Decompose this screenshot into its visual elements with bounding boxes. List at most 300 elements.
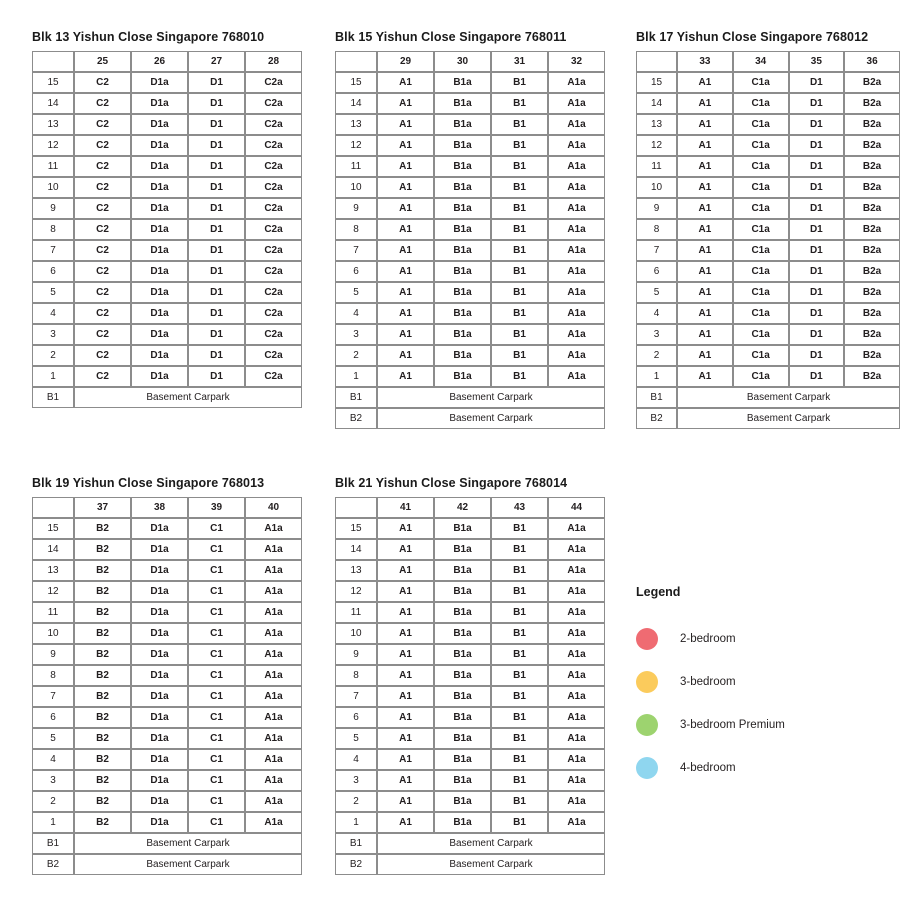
unit-cell[interactable]: B1 xyxy=(491,366,548,387)
unit-cell[interactable]: B2 xyxy=(74,560,131,581)
unit-cell[interactable]: D1a xyxy=(131,324,188,345)
unit-cell[interactable]: A1 xyxy=(377,366,434,387)
unit-cell[interactable]: A1a xyxy=(548,240,605,261)
unit-cell[interactable]: A1 xyxy=(377,114,434,135)
unit-cell[interactable]: A1 xyxy=(377,623,434,644)
unit-cell[interactable]: A1a xyxy=(548,114,605,135)
unit-cell[interactable]: D1 xyxy=(188,261,245,282)
unit-cell[interactable]: A1a xyxy=(548,665,605,686)
unit-cell[interactable]: C1 xyxy=(188,602,245,623)
unit-cell[interactable]: A1 xyxy=(377,345,434,366)
unit-cell[interactable]: D1a xyxy=(131,366,188,387)
unit-cell[interactable]: C2 xyxy=(74,177,131,198)
unit-cell[interactable]: B2a xyxy=(844,114,900,135)
unit-cell[interactable]: B1 xyxy=(491,156,548,177)
unit-cell[interactable]: A1a xyxy=(548,303,605,324)
unit-cell[interactable]: C1a xyxy=(733,303,789,324)
unit-cell[interactable]: C2a xyxy=(245,219,302,240)
unit-cell[interactable]: C2 xyxy=(74,324,131,345)
unit-cell[interactable]: A1a xyxy=(548,261,605,282)
unit-cell[interactable]: B1 xyxy=(491,72,548,93)
unit-cell[interactable]: D1 xyxy=(188,240,245,261)
unit-cell[interactable]: B1a xyxy=(434,219,491,240)
unit-cell[interactable]: C1 xyxy=(188,560,245,581)
unit-cell[interactable]: B1a xyxy=(434,770,491,791)
unit-cell[interactable]: C1 xyxy=(188,644,245,665)
unit-cell[interactable]: C1 xyxy=(188,665,245,686)
unit-cell[interactable]: C2a xyxy=(245,261,302,282)
unit-cell[interactable]: B2 xyxy=(74,644,131,665)
unit-cell[interactable]: B1a xyxy=(434,518,491,539)
unit-cell[interactable]: D1a xyxy=(131,156,188,177)
unit-cell[interactable]: A1a xyxy=(548,560,605,581)
unit-cell[interactable]: C1a xyxy=(733,345,789,366)
unit-cell[interactable]: A1 xyxy=(377,560,434,581)
unit-cell[interactable]: B1 xyxy=(491,518,548,539)
unit-cell[interactable]: B2a xyxy=(844,366,900,387)
unit-cell[interactable]: B1 xyxy=(491,282,548,303)
unit-cell[interactable]: A1 xyxy=(377,602,434,623)
unit-cell[interactable]: C1a xyxy=(733,156,789,177)
unit-cell[interactable]: B1 xyxy=(491,707,548,728)
unit-cell[interactable]: B1 xyxy=(491,114,548,135)
unit-cell[interactable]: A1 xyxy=(677,366,733,387)
unit-cell[interactable]: B2a xyxy=(844,219,900,240)
unit-cell[interactable]: B1 xyxy=(491,261,548,282)
unit-cell[interactable]: A1a xyxy=(548,749,605,770)
unit-cell[interactable]: A1a xyxy=(548,219,605,240)
unit-cell[interactable]: A1 xyxy=(677,345,733,366)
unit-cell[interactable]: B1a xyxy=(434,812,491,833)
unit-cell[interactable]: B1 xyxy=(491,791,548,812)
unit-cell[interactable]: B1a xyxy=(434,581,491,602)
unit-cell[interactable]: A1a xyxy=(548,518,605,539)
unit-cell[interactable]: B1a xyxy=(434,602,491,623)
unit-cell[interactable]: B1 xyxy=(491,93,548,114)
unit-cell[interactable]: C1a xyxy=(733,177,789,198)
unit-cell[interactable]: C1a xyxy=(733,72,789,93)
unit-cell[interactable]: B1 xyxy=(491,812,548,833)
unit-cell[interactable]: B1a xyxy=(434,623,491,644)
unit-cell[interactable]: C2a xyxy=(245,93,302,114)
unit-cell[interactable]: A1 xyxy=(377,791,434,812)
unit-cell[interactable]: D1a xyxy=(131,345,188,366)
unit-cell[interactable]: D1 xyxy=(789,324,845,345)
unit-cell[interactable]: D1a xyxy=(131,219,188,240)
unit-cell[interactable]: C2a xyxy=(245,114,302,135)
unit-cell[interactable]: B1 xyxy=(491,303,548,324)
unit-cell[interactable]: A1 xyxy=(377,518,434,539)
unit-cell[interactable]: B2 xyxy=(74,623,131,644)
unit-cell[interactable]: D1 xyxy=(789,219,845,240)
unit-cell[interactable]: B2 xyxy=(74,518,131,539)
unit-cell[interactable]: B1a xyxy=(434,539,491,560)
unit-cell[interactable]: A1a xyxy=(245,791,302,812)
unit-cell[interactable]: D1a xyxy=(131,93,188,114)
unit-cell[interactable]: A1a xyxy=(548,282,605,303)
unit-cell[interactable]: A1a xyxy=(548,728,605,749)
unit-cell[interactable]: D1 xyxy=(188,219,245,240)
unit-cell[interactable]: D1a xyxy=(131,665,188,686)
unit-cell[interactable]: D1a xyxy=(131,623,188,644)
unit-cell[interactable]: C2 xyxy=(74,135,131,156)
unit-cell[interactable]: A1 xyxy=(377,665,434,686)
unit-cell[interactable]: D1 xyxy=(789,282,845,303)
unit-cell[interactable]: D1 xyxy=(789,366,845,387)
unit-cell[interactable]: B2 xyxy=(74,812,131,833)
unit-cell[interactable]: B2 xyxy=(74,686,131,707)
unit-cell[interactable]: D1a xyxy=(131,749,188,770)
unit-cell[interactable]: B1a xyxy=(434,72,491,93)
unit-cell[interactable]: B1a xyxy=(434,728,491,749)
unit-cell[interactable]: A1 xyxy=(677,198,733,219)
unit-cell[interactable]: A1a xyxy=(245,749,302,770)
unit-cell[interactable]: A1 xyxy=(377,770,434,791)
unit-cell[interactable]: D1 xyxy=(188,114,245,135)
unit-cell[interactable]: D1a xyxy=(131,581,188,602)
unit-cell[interactable]: A1a xyxy=(548,345,605,366)
unit-cell[interactable]: D1 xyxy=(188,303,245,324)
unit-cell[interactable]: B1 xyxy=(491,644,548,665)
unit-cell[interactable]: C2a xyxy=(245,177,302,198)
unit-cell[interactable]: B2 xyxy=(74,791,131,812)
unit-cell[interactable]: B1 xyxy=(491,749,548,770)
unit-cell[interactable]: A1 xyxy=(377,539,434,560)
unit-cell[interactable]: C2a xyxy=(245,366,302,387)
unit-cell[interactable]: D1 xyxy=(188,366,245,387)
unit-cell[interactable]: C2a xyxy=(245,324,302,345)
unit-cell[interactable]: A1 xyxy=(377,303,434,324)
unit-cell[interactable]: A1a xyxy=(245,686,302,707)
unit-cell[interactable]: B2 xyxy=(74,728,131,749)
unit-cell[interactable]: D1a xyxy=(131,282,188,303)
unit-cell[interactable]: D1 xyxy=(789,93,845,114)
unit-cell[interactable]: B1 xyxy=(491,198,548,219)
unit-cell[interactable]: C2a xyxy=(245,240,302,261)
unit-cell[interactable]: B1 xyxy=(491,324,548,345)
unit-cell[interactable]: A1 xyxy=(677,261,733,282)
unit-cell[interactable]: D1a xyxy=(131,177,188,198)
unit-cell[interactable]: A1 xyxy=(377,219,434,240)
unit-cell[interactable]: D1 xyxy=(188,345,245,366)
unit-cell[interactable]: D1 xyxy=(789,261,845,282)
unit-cell[interactable]: B1a xyxy=(434,686,491,707)
unit-cell[interactable]: B2 xyxy=(74,665,131,686)
unit-cell[interactable]: D1 xyxy=(188,72,245,93)
unit-cell[interactable]: D1 xyxy=(789,240,845,261)
unit-cell[interactable]: A1 xyxy=(377,156,434,177)
unit-cell[interactable]: B2 xyxy=(74,749,131,770)
unit-cell[interactable]: A1 xyxy=(377,581,434,602)
unit-cell[interactable]: C1a xyxy=(733,240,789,261)
unit-cell[interactable]: B2a xyxy=(844,261,900,282)
unit-cell[interactable]: B1 xyxy=(491,623,548,644)
unit-cell[interactable]: B2 xyxy=(74,602,131,623)
unit-cell[interactable]: C1 xyxy=(188,518,245,539)
unit-cell[interactable]: B1a xyxy=(434,303,491,324)
unit-cell[interactable]: A1a xyxy=(548,623,605,644)
unit-cell[interactable]: A1a xyxy=(548,707,605,728)
unit-cell[interactable]: D1a xyxy=(131,560,188,581)
unit-cell[interactable]: A1 xyxy=(377,261,434,282)
unit-cell[interactable]: D1a xyxy=(131,518,188,539)
unit-cell[interactable]: A1 xyxy=(377,198,434,219)
unit-cell[interactable]: A1a xyxy=(548,198,605,219)
unit-cell[interactable]: B2a xyxy=(844,72,900,93)
unit-cell[interactable]: A1 xyxy=(677,72,733,93)
unit-cell[interactable]: B1 xyxy=(491,240,548,261)
unit-cell[interactable]: A1 xyxy=(377,644,434,665)
unit-cell[interactable]: D1a xyxy=(131,707,188,728)
unit-cell[interactable]: C2 xyxy=(74,345,131,366)
unit-cell[interactable]: A1a xyxy=(245,665,302,686)
unit-cell[interactable]: A1 xyxy=(377,707,434,728)
unit-cell[interactable]: A1 xyxy=(377,749,434,770)
unit-cell[interactable]: C2a xyxy=(245,198,302,219)
unit-cell[interactable]: B1 xyxy=(491,219,548,240)
unit-cell[interactable]: A1 xyxy=(377,72,434,93)
unit-cell[interactable]: C1 xyxy=(188,686,245,707)
unit-cell[interactable]: A1a xyxy=(548,366,605,387)
unit-cell[interactable]: B2 xyxy=(74,707,131,728)
unit-cell[interactable]: C2 xyxy=(74,93,131,114)
unit-cell[interactable]: C1a xyxy=(733,282,789,303)
unit-cell[interactable]: A1 xyxy=(377,177,434,198)
unit-cell[interactable]: D1 xyxy=(789,345,845,366)
unit-cell[interactable]: C2a xyxy=(245,303,302,324)
unit-cell[interactable]: A1a xyxy=(245,518,302,539)
unit-cell[interactable]: B2a xyxy=(844,303,900,324)
unit-cell[interactable]: C1 xyxy=(188,812,245,833)
unit-cell[interactable]: A1a xyxy=(548,135,605,156)
unit-cell[interactable]: D1a xyxy=(131,261,188,282)
unit-cell[interactable]: A1a xyxy=(245,812,302,833)
unit-cell[interactable]: D1a xyxy=(131,812,188,833)
unit-cell[interactable]: A1 xyxy=(677,135,733,156)
unit-cell[interactable]: C2 xyxy=(74,240,131,261)
unit-cell[interactable]: C2a xyxy=(245,345,302,366)
unit-cell[interactable]: A1a xyxy=(548,72,605,93)
unit-cell[interactable]: D1a xyxy=(131,644,188,665)
unit-cell[interactable]: B1 xyxy=(491,665,548,686)
unit-cell[interactable]: B1a xyxy=(434,261,491,282)
unit-cell[interactable]: B2a xyxy=(844,240,900,261)
unit-cell[interactable]: C1 xyxy=(188,539,245,560)
unit-cell[interactable]: A1 xyxy=(677,240,733,261)
unit-cell[interactable]: C2 xyxy=(74,198,131,219)
unit-cell[interactable]: C2 xyxy=(74,219,131,240)
unit-cell[interactable]: C1a xyxy=(733,219,789,240)
unit-cell[interactable]: C2 xyxy=(74,72,131,93)
unit-cell[interactable]: C1a xyxy=(733,114,789,135)
unit-cell[interactable]: D1a xyxy=(131,791,188,812)
unit-cell[interactable]: C1a xyxy=(733,135,789,156)
unit-cell[interactable]: A1 xyxy=(377,240,434,261)
unit-cell[interactable]: B2a xyxy=(844,156,900,177)
unit-cell[interactable]: B1 xyxy=(491,602,548,623)
unit-cell[interactable]: A1 xyxy=(377,324,434,345)
unit-cell[interactable]: C1 xyxy=(188,623,245,644)
unit-cell[interactable]: B1a xyxy=(434,93,491,114)
unit-cell[interactable]: C1 xyxy=(188,581,245,602)
unit-cell[interactable]: A1a xyxy=(245,602,302,623)
unit-cell[interactable]: B1a xyxy=(434,644,491,665)
unit-cell[interactable]: A1a xyxy=(245,770,302,791)
unit-cell[interactable]: D1 xyxy=(188,156,245,177)
unit-cell[interactable]: D1a xyxy=(131,728,188,749)
unit-cell[interactable]: C1 xyxy=(188,770,245,791)
unit-cell[interactable]: D1a xyxy=(131,770,188,791)
unit-cell[interactable]: D1 xyxy=(188,282,245,303)
unit-cell[interactable]: A1 xyxy=(677,114,733,135)
unit-cell[interactable]: D1 xyxy=(188,135,245,156)
unit-cell[interactable]: A1 xyxy=(677,219,733,240)
unit-cell[interactable]: B1a xyxy=(434,560,491,581)
unit-cell[interactable]: A1a xyxy=(245,581,302,602)
unit-cell[interactable]: D1a xyxy=(131,135,188,156)
unit-cell[interactable]: C1a xyxy=(733,324,789,345)
unit-cell[interactable]: B2a xyxy=(844,93,900,114)
unit-cell[interactable]: B1a xyxy=(434,282,491,303)
unit-cell[interactable]: A1a xyxy=(548,93,605,114)
unit-cell[interactable]: B2a xyxy=(844,345,900,366)
unit-cell[interactable]: C2a xyxy=(245,156,302,177)
unit-cell[interactable]: A1a xyxy=(245,707,302,728)
unit-cell[interactable]: C1 xyxy=(188,749,245,770)
unit-cell[interactable]: A1a xyxy=(548,539,605,560)
unit-cell[interactable]: B1a xyxy=(434,324,491,345)
unit-cell[interactable]: B1a xyxy=(434,791,491,812)
unit-cell[interactable]: D1 xyxy=(188,198,245,219)
unit-cell[interactable]: C1a xyxy=(733,198,789,219)
unit-cell[interactable]: C1a xyxy=(733,366,789,387)
unit-cell[interactable]: B1a xyxy=(434,345,491,366)
unit-cell[interactable]: A1a xyxy=(548,602,605,623)
unit-cell[interactable]: D1a xyxy=(131,686,188,707)
unit-cell[interactable]: A1a xyxy=(548,644,605,665)
unit-cell[interactable]: A1a xyxy=(548,324,605,345)
unit-cell[interactable]: A1a xyxy=(245,728,302,749)
unit-cell[interactable]: A1 xyxy=(677,282,733,303)
unit-cell[interactable]: B1a xyxy=(434,366,491,387)
unit-cell[interactable]: D1 xyxy=(789,135,845,156)
unit-cell[interactable]: B1a xyxy=(434,198,491,219)
unit-cell[interactable]: A1a xyxy=(548,770,605,791)
unit-cell[interactable]: A1a xyxy=(548,177,605,198)
unit-cell[interactable]: C1 xyxy=(188,791,245,812)
unit-cell[interactable]: A1a xyxy=(548,686,605,707)
unit-cell[interactable]: B2a xyxy=(844,135,900,156)
unit-cell[interactable]: D1 xyxy=(188,177,245,198)
unit-cell[interactable]: C1 xyxy=(188,728,245,749)
unit-cell[interactable]: A1 xyxy=(377,282,434,303)
unit-cell[interactable]: D1a xyxy=(131,240,188,261)
unit-cell[interactable]: B1a xyxy=(434,749,491,770)
unit-cell[interactable]: A1a xyxy=(245,539,302,560)
unit-cell[interactable]: C2 xyxy=(74,282,131,303)
unit-cell[interactable]: D1 xyxy=(789,303,845,324)
unit-cell[interactable]: C2 xyxy=(74,156,131,177)
unit-cell[interactable]: D1a xyxy=(131,539,188,560)
unit-cell[interactable]: B1a xyxy=(434,707,491,728)
unit-cell[interactable]: C2 xyxy=(74,261,131,282)
unit-cell[interactable]: B2a xyxy=(844,198,900,219)
unit-cell[interactable]: C2 xyxy=(74,114,131,135)
unit-cell[interactable]: A1a xyxy=(548,581,605,602)
unit-cell[interactable]: A1a xyxy=(245,623,302,644)
unit-cell[interactable]: B2 xyxy=(74,539,131,560)
unit-cell[interactable]: D1a xyxy=(131,602,188,623)
unit-cell[interactable]: B1a xyxy=(434,114,491,135)
unit-cell[interactable]: C2a xyxy=(245,135,302,156)
unit-cell[interactable]: B1 xyxy=(491,686,548,707)
unit-cell[interactable]: A1 xyxy=(677,303,733,324)
unit-cell[interactable]: C1a xyxy=(733,261,789,282)
unit-cell[interactable]: A1 xyxy=(377,135,434,156)
unit-cell[interactable]: C2 xyxy=(74,303,131,324)
unit-cell[interactable]: D1 xyxy=(789,72,845,93)
unit-cell[interactable]: A1 xyxy=(377,812,434,833)
unit-cell[interactable]: A1a xyxy=(548,812,605,833)
unit-cell[interactable]: A1 xyxy=(377,93,434,114)
unit-cell[interactable]: B2a xyxy=(844,282,900,303)
unit-cell[interactable]: B1 xyxy=(491,581,548,602)
unit-cell[interactable]: B2 xyxy=(74,770,131,791)
unit-cell[interactable]: D1 xyxy=(789,156,845,177)
unit-cell[interactable]: C1a xyxy=(733,93,789,114)
unit-cell[interactable]: D1 xyxy=(188,93,245,114)
unit-cell[interactable]: C2a xyxy=(245,72,302,93)
unit-cell[interactable]: B1a xyxy=(434,135,491,156)
unit-cell[interactable]: A1 xyxy=(677,177,733,198)
unit-cell[interactable]: D1a xyxy=(131,114,188,135)
unit-cell[interactable]: D1 xyxy=(789,198,845,219)
unit-cell[interactable]: C1 xyxy=(188,707,245,728)
unit-cell[interactable]: B1 xyxy=(491,135,548,156)
unit-cell[interactable]: B1 xyxy=(491,728,548,749)
unit-cell[interactable]: A1 xyxy=(677,93,733,114)
unit-cell[interactable]: A1a xyxy=(548,791,605,812)
unit-cell[interactable]: B2a xyxy=(844,177,900,198)
unit-cell[interactable]: B1 xyxy=(491,177,548,198)
unit-cell[interactable]: D1a xyxy=(131,303,188,324)
unit-cell[interactable]: D1 xyxy=(789,114,845,135)
unit-cell[interactable]: B1a xyxy=(434,177,491,198)
unit-cell[interactable]: B1 xyxy=(491,539,548,560)
unit-cell[interactable]: B1a xyxy=(434,665,491,686)
unit-cell[interactable]: D1 xyxy=(789,177,845,198)
unit-cell[interactable]: B1 xyxy=(491,345,548,366)
unit-cell[interactable]: A1 xyxy=(377,728,434,749)
unit-cell[interactable]: D1 xyxy=(188,324,245,345)
unit-cell[interactable]: A1 xyxy=(377,686,434,707)
unit-cell[interactable]: B1 xyxy=(491,560,548,581)
unit-cell[interactable]: A1a xyxy=(245,644,302,665)
unit-cell[interactable]: D1a xyxy=(131,198,188,219)
unit-cell[interactable]: B1a xyxy=(434,240,491,261)
unit-cell[interactable]: B2 xyxy=(74,581,131,602)
unit-cell[interactable]: B1a xyxy=(434,156,491,177)
unit-cell[interactable]: B1 xyxy=(491,770,548,791)
unit-cell[interactable]: D1a xyxy=(131,72,188,93)
unit-cell[interactable]: C2a xyxy=(245,282,302,303)
unit-cell[interactable]: A1a xyxy=(245,560,302,581)
unit-cell[interactable]: B2a xyxy=(844,324,900,345)
unit-cell[interactable]: A1 xyxy=(677,324,733,345)
unit-cell[interactable]: A1 xyxy=(677,156,733,177)
unit-cell[interactable]: C2 xyxy=(74,366,131,387)
unit-cell[interactable]: A1a xyxy=(548,156,605,177)
